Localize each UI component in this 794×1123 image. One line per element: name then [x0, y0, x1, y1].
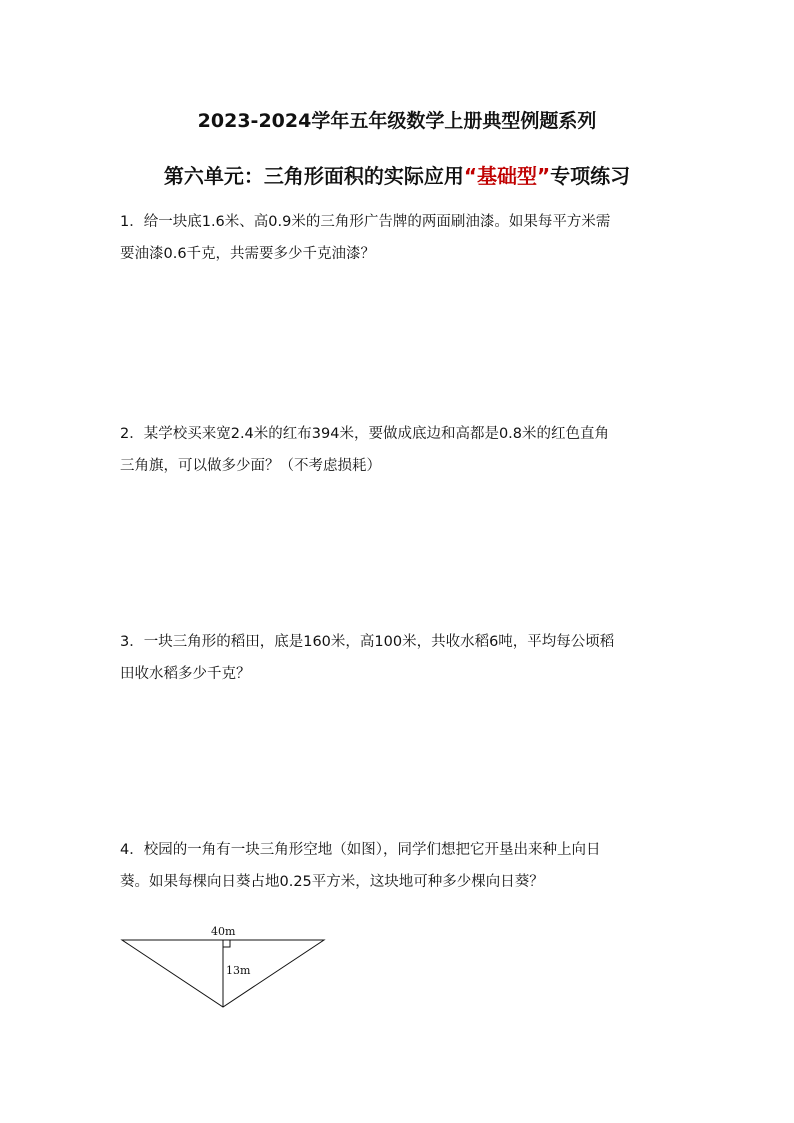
question-3 — [120, 626, 680, 690]
question-4-line-1: 4．校园的一角有一块三角形空地（如图），同学们想把它开垦出来种上向日 — [120, 842, 601, 858]
subtitle-suffix: 专项练习 — [550, 164, 631, 188]
question-1-line-2: 要油漆0.6千克，共需要多少千克油漆？ — [120, 246, 376, 262]
base-label: 40m — [211, 925, 236, 938]
page-subtitle — [0, 160, 794, 189]
question-4-line-2: 葵。如果每棵向日葵占地0.25平方米，这块地可种多少棵向日葵？ — [120, 874, 544, 890]
page-title: 2023-2024学年五年级数学上册典型例题系列 — [197, 110, 597, 132]
triangle-figure — [118, 918, 330, 1013]
question-1 — [120, 206, 680, 270]
question-2 — [120, 418, 680, 482]
question-1-line-1: 1．给一块底1.6米、高0.9米的三角形广告牌的两面刷油漆。如果每平方米需 — [120, 214, 611, 230]
question-2-line-1: 2．某学校买来宽2.4米的红布394米，要做成底边和高都是0.8米的红色直角 — [120, 426, 610, 442]
subtitle-highlight: “基础型” — [463, 164, 551, 188]
question-4 — [120, 834, 680, 898]
subtitle-prefix: 第六单元：三角形面积的实际应用 — [163, 164, 464, 188]
question-3-line-1: 3．一块三角形的稻田，底是160米，高100米，共收水稻6吨，平均每公顷稻 — [120, 634, 615, 650]
question-2-line-2: 三角旗，可以做多少面？（不考虑损耗） — [120, 458, 381, 474]
right-angle-marker — [223, 940, 230, 947]
question-3-line-2: 田收水稻多少千克？ — [120, 666, 251, 682]
height-label: 13m — [226, 964, 251, 977]
